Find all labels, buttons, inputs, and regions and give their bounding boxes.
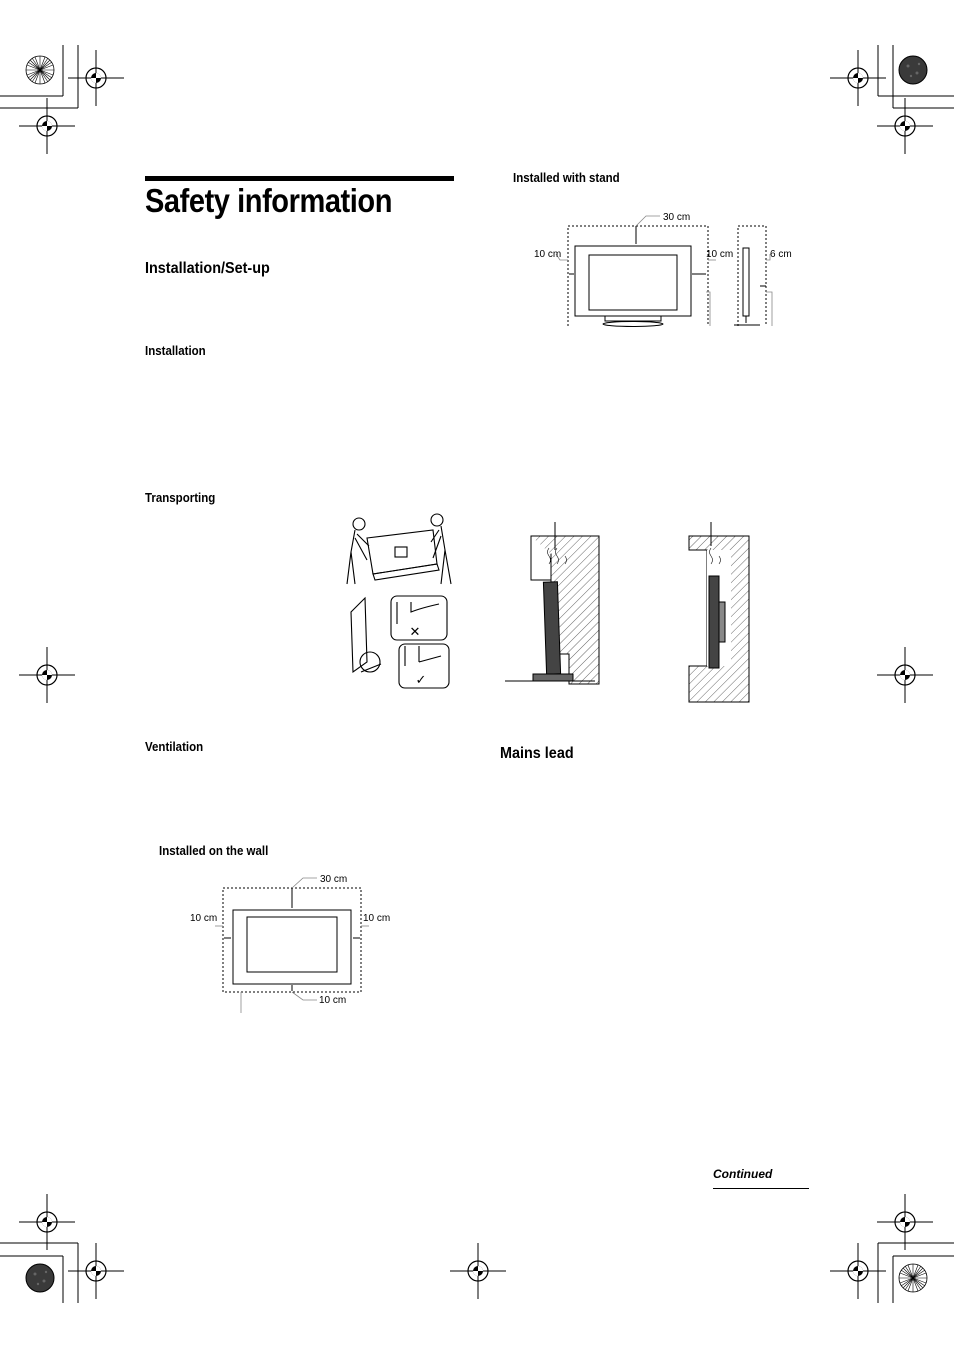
title-rule (145, 176, 454, 181)
wall-left-label: 10 cm (190, 913, 218, 924)
wall-clearance-diagram (185, 868, 415, 1013)
continued-label: Continued (713, 1167, 773, 1181)
continued-rule (713, 1188, 809, 1189)
stand-clearance-diagram (520, 208, 810, 328)
heading-installed-with-stand: Installed with stand (513, 171, 620, 185)
transport-illustration (345, 512, 470, 692)
stand-side-label: 6 cm (770, 249, 792, 260)
wall-bottom-label: 10 cm (319, 995, 347, 1006)
stand-right-label: 10 cm (706, 249, 734, 260)
stand-left-label: 10 cm (534, 249, 562, 260)
stand-top-label: 30 cm (663, 212, 691, 223)
heading-installation-setup: Installation/Set-up (145, 260, 270, 277)
wrong-icon: ✕ (409, 624, 421, 639)
heading-ventilation: Ventilation (145, 740, 204, 754)
page-title: Safety information (145, 182, 393, 219)
heading-installed-on-wall: Installed on the wall (159, 844, 269, 858)
heading-installation: Installation (145, 344, 206, 358)
wall-top-label: 30 cm (320, 874, 348, 885)
air-circulation-illustration (505, 520, 775, 705)
heading-mains-lead: Mains lead (500, 745, 574, 762)
wall-right-label: 10 cm (363, 913, 391, 924)
check-icon: ✓ (415, 672, 427, 687)
heading-transporting: Transporting (145, 491, 216, 505)
